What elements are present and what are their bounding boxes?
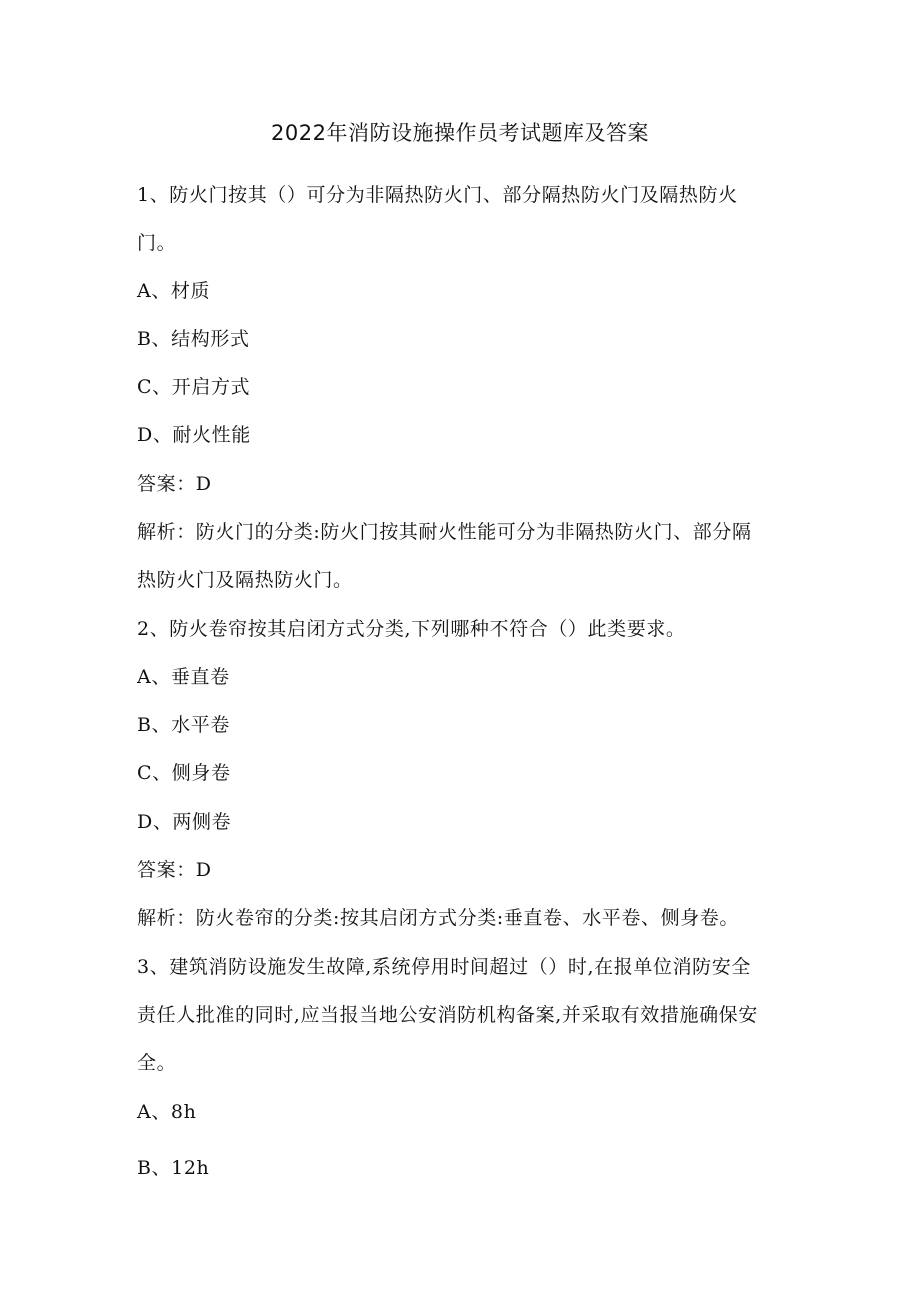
- question-1-text-line-1: 1、防火门按其（）可分为非隔热防火门、部分隔热防火门及隔热防火: [137, 184, 738, 206]
- question-1-analysis-line-1: 解析：防火门的分类:防火门按其耐火性能可分为非隔热防火门、部分隔: [137, 521, 752, 543]
- question-3-text-line-1: 3、建筑消防设施发生故障,系统停用时间超过（）时,在报单位消防安全: [137, 956, 751, 978]
- question-3-option-a: A、8h: [137, 1101, 197, 1123]
- question-2-analysis: 解析：防火卷帘的分类:按其启闭方式分类:垂直卷、水平卷、侧身卷。: [137, 907, 740, 929]
- question-2-answer: 答案：D: [137, 859, 212, 881]
- document-title: 2022年消防设施操作员考试题库及答案: [271, 121, 649, 145]
- question-1-text-line-2: 门。: [137, 232, 177, 254]
- question-3-option-b: B、12h: [137, 1157, 210, 1179]
- question-1-analysis-line-2: 热防火门及隔热防火门。: [137, 569, 353, 591]
- question-3-text-line-3: 全。: [137, 1052, 177, 1074]
- question-2-option-a: A、垂直卷: [137, 666, 230, 688]
- question-3-text-line-2: 责任人批准的同时,应当报当地公安消防机构备案,并采取有效措施确保安: [137, 1004, 758, 1026]
- question-1-option-b: B、结构形式: [137, 328, 250, 350]
- question-1-answer: 答案：D: [137, 473, 212, 495]
- question-2-text: 2、防火卷帘按其启闭方式分类,下列哪种不符合（）此类要求。: [137, 618, 686, 640]
- question-2-option-d: D、两侧卷: [137, 811, 232, 833]
- question-2-option-c: C、侧身卷: [137, 762, 231, 784]
- question-1-option-c: C、开启方式: [137, 376, 251, 398]
- question-1-option-a: A、材质: [137, 280, 211, 302]
- question-1-option-d: D、耐火性能: [137, 424, 251, 446]
- question-2-option-b: B、水平卷: [137, 714, 230, 736]
